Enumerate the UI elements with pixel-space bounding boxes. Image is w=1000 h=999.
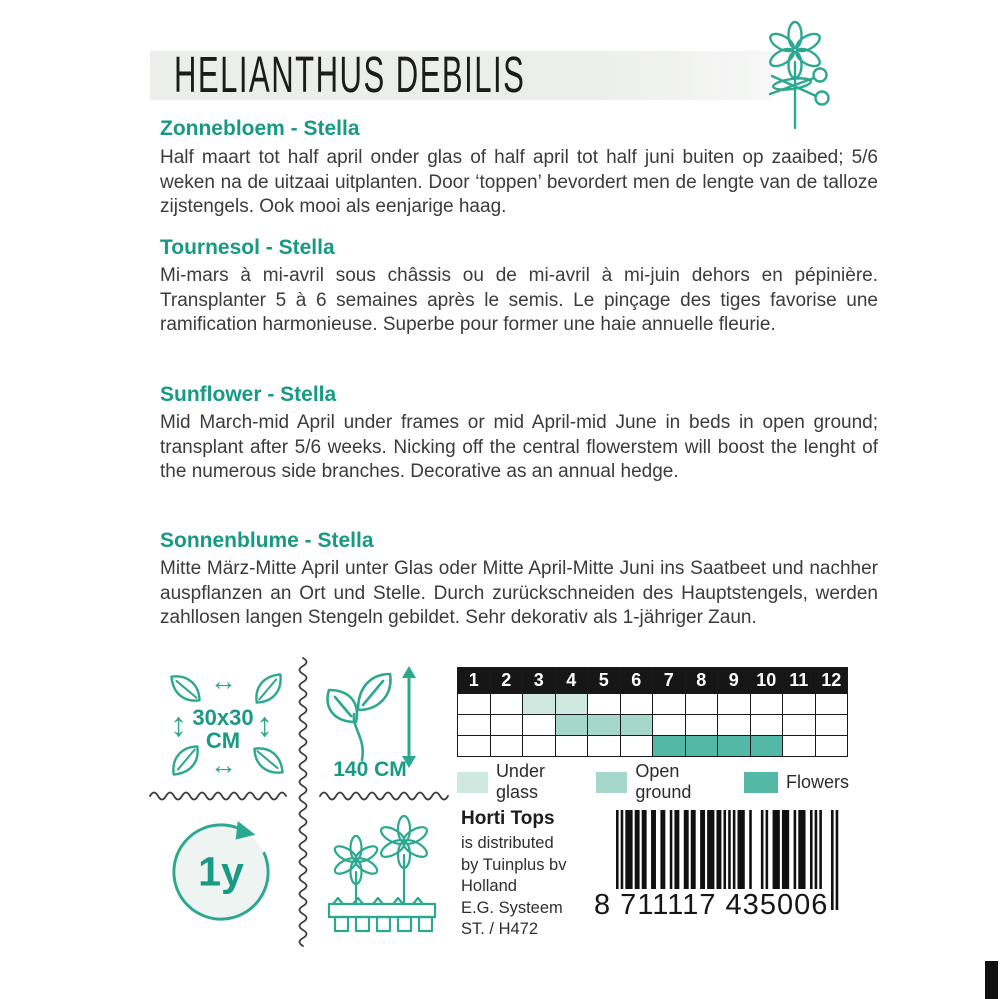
distributor-block (461, 808, 591, 941)
legend-item (744, 772, 849, 793)
calendar-cell (718, 736, 751, 757)
calendar-cell (523, 736, 556, 757)
calendar-cell (783, 715, 816, 736)
distributor-line: is distributed (461, 834, 554, 852)
calendar-cell (523, 694, 556, 715)
section-body-fr: Mi-mars à mi-avril sous châssis ou de mi-avril à mi-juin dehors en pépinière. Transplanter 5 à 6 semaines après le semis. Le pinçage des tiges favorise une ramification harmonieuse. Superbe pour former une haie annuelle fleurie. (160, 265, 878, 336)
calendar-cell (458, 715, 491, 736)
calendar-legend (457, 761, 862, 803)
calendar-cell (620, 694, 653, 715)
calendar-cell (588, 694, 621, 715)
sowing-calendar (457, 667, 848, 757)
calendar-cell (750, 694, 783, 715)
flower-hedge-icon (323, 812, 441, 940)
month-header-9: 9 (718, 668, 751, 694)
divider-horizontal (150, 793, 286, 800)
calendar-cell (750, 736, 783, 757)
annual-1y-icon (167, 818, 275, 926)
distributor-line: Holland (461, 877, 517, 895)
height-arrow-icon (400, 666, 418, 768)
section-body-en: Mid March-mid April under frames or mid April-mid June in beds in open ground; transplant after 5/6 weeks. Nicking off the central flowerstem will boost the lenght of the numerous side branches. Decorative as an annual hedge. (160, 412, 878, 483)
section-body-nl: Half maart tot half april onder glas of half april tot half juni buiten op zaaibed; 5/6 weken na de uitzaai uitplanten. Door ‘toppen’ bevordert men de lengte van de talloze zijstengels. Ook mooi als eenjarige haag. (160, 147, 878, 218)
page-title: HELIANTHUS DEBILIS (174, 45, 526, 103)
calendar-cell (490, 715, 523, 736)
calendar-cell (783, 736, 816, 757)
calendar-cell (555, 715, 588, 736)
divider-vertical (300, 658, 307, 946)
vertical-arrow-icon: ↕ (256, 706, 273, 744)
month-header-5: 5 (588, 668, 621, 694)
month-header-10: 10 (750, 668, 783, 694)
legend-label: Open ground (635, 761, 692, 802)
month-header-11: 11 (783, 668, 816, 694)
calendar-cell (490, 694, 523, 715)
calendar-cell (458, 694, 491, 715)
section-heading-en: Sunflower - Stella (160, 383, 337, 406)
month-header-3: 3 (523, 668, 556, 694)
calendar-cell (620, 715, 653, 736)
spacing-unit: CM (205, 728, 241, 753)
calendar-cell (523, 715, 556, 736)
month-header-4: 4 (555, 668, 588, 694)
title-strip (150, 45, 772, 103)
legend-item (596, 761, 731, 803)
calendar-cell (490, 736, 523, 757)
distributor-line: ST. / H472 (461, 920, 539, 938)
distributor-line: E.G. Systeem (461, 898, 563, 917)
calendar-cell (815, 715, 848, 736)
legend-item (457, 761, 583, 803)
height-label: 140 CM (333, 758, 407, 781)
divider-horizontal (320, 793, 448, 800)
brand-name: Horti Tops (461, 808, 555, 829)
month-header-8: 8 (685, 668, 718, 694)
legend-label: Flowers (785, 771, 849, 792)
calendar-cell (653, 694, 686, 715)
barcode-digits: 8 711117 435006 (594, 889, 829, 921)
calendar-cell (588, 736, 621, 757)
calendar-cell (815, 736, 848, 757)
calendar-cell (653, 715, 686, 736)
calendar-cell (588, 715, 621, 736)
calendar-cell (815, 694, 848, 715)
print-mark (985, 961, 998, 999)
month-header-2: 2 (490, 668, 523, 694)
cut-flower-icon (750, 22, 850, 132)
spacing-leaf-top-left-icon (165, 668, 205, 708)
annual-label: 1y (198, 848, 244, 895)
section-heading-de: Sonnenblume - Stella (160, 529, 374, 552)
calendar-cell (685, 694, 718, 715)
calendar-cell (458, 736, 491, 757)
calendar-cell (718, 715, 751, 736)
spacing-value: 30x30 (192, 705, 254, 730)
horizontal-arrow-icon: ↔ (210, 750, 237, 780)
calendar-cell (750, 715, 783, 736)
legend-swatch (596, 772, 627, 793)
calendar-cell (620, 736, 653, 757)
distributor-line: by Tuinplus bv (461, 855, 567, 874)
calendar-cell (718, 694, 751, 715)
calendar-cell (555, 694, 588, 715)
section-heading-fr: Tournesol - Stella (160, 236, 335, 259)
month-header-1: 1 (458, 668, 491, 694)
vertical-arrow-icon: ↕ (170, 706, 187, 744)
spacing-leaf-bottom-right-icon (248, 740, 288, 780)
month-header-6: 6 (620, 668, 653, 694)
calendar-cell (555, 736, 588, 757)
calendar-cell (783, 694, 816, 715)
horizontal-arrow-icon: ↔ (210, 666, 237, 696)
section-body-de: Mitte März-Mitte April unter Glas oder Mitte April-Mitte Juni ins Saatbeet und nachher auspflanzen an Ort und Stelle. Durch zurückschneiden des Hauptstengels, werden zahllosen langen Stengeln gebildet. Sehr dekorativ als 1-jähriger Zaun. (160, 558, 878, 629)
month-header-12: 12 (815, 668, 848, 694)
section-heading-nl: Zonnebloem - Stella (160, 117, 360, 140)
calendar-cell (653, 736, 686, 757)
calendar-cell (685, 715, 718, 736)
calendar-cell (685, 736, 718, 757)
legend-swatch (457, 772, 488, 793)
legend-label: Under glass (495, 761, 545, 802)
spacing-leaf-top-right-icon (248, 668, 288, 708)
month-header-7: 7 (653, 668, 686, 694)
sprout-icon (318, 666, 398, 762)
legend-swatch (744, 772, 778, 793)
